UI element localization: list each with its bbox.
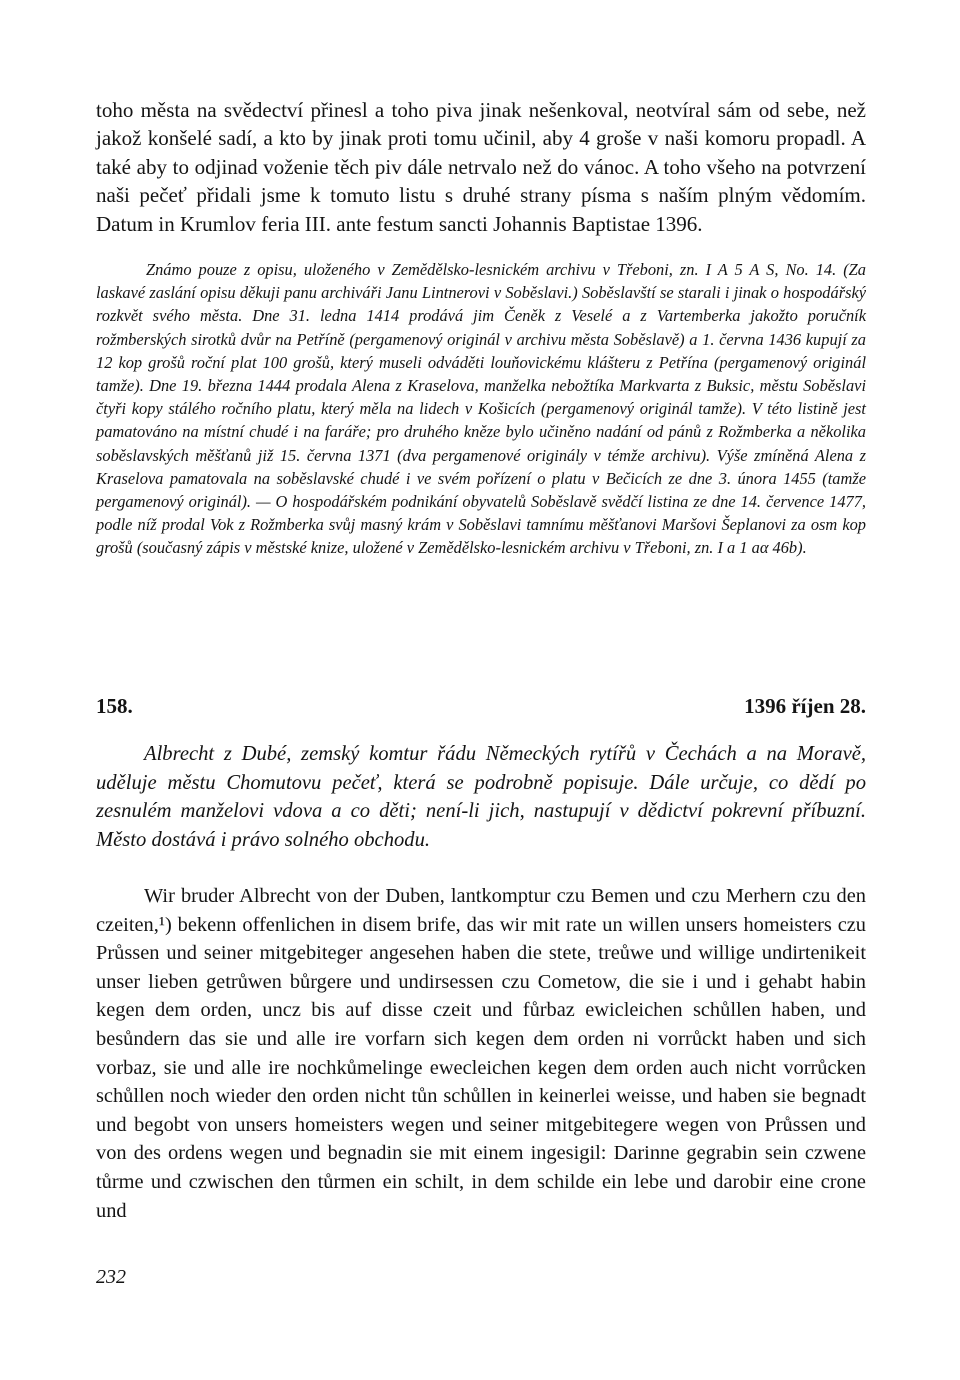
editorial-note: Známo pouze z opisu, uloženého v Zemědělsko-lesnickém archivu v Třeboni, zn. I A 5 A S, No. 14. (Za laskavé zaslání opisu děkuji panu archiváři Janu Lintnerovi v Soběslavi.) Soběslavští se starali i jinak o hospodářský rozkvět svého města. Dne 31. ledna 1414 prodává jim Čeněk z Veselé a z Vartemberka jakožto poručník rožmberských sirotků dvůr na Petříně (pergamenový originál v archivu města Soběslavě) a 1. června 1436 kupují za 12 kop grošů roční plat 100 grošů, který museli odváděti louňovickému klášteru z Petřína (pergamenový originál tamže). Dne 19. března 1444 prodala Alena z Kraselova, manželka nebožtíka Markvarta z Buksic, městu Soběslavi čtyři kopy stálého ročního platu, který měla na lidech v Košicích (pergamenový originál tamže). V této listině jest pamatováno na místní chudé i na faráře; pro druhého kněze bylo učiněno nadání od pánů z Rožmberka a několika soběslavských měšťanů již 15. června 1371 (dva pergamenové originály v témže archivu). Výše zmíněná Alena z Kraselova pamatovala na soběslavské chudé i ve svém pořízení o platu v Bečicích ze dne 3. února 1455 (tamže pergamenový originál). — O hospodářském podnikání obyvatelů Soběslavě svědčí listina ze dne 14. července 1477, podle níž prodal Vok z Rožmberka svůj masný krám v Soběslavi tamnímu měšťanovi Maršovi Šeplanovi za osm kop grošů (současný zápis v městské knize, uložené v Zemědělsko-lesnickém archivu v Třeboni, zn. I a 1 aα 46b).	[96, 260, 866, 558]
document-page	[96, 96, 866, 1288]
continued-charter-text: toho města na svědectví přinesl a toho piva jinak nešenkoval, neotvíral sám od sebe, než jakož konšelé sadí, a kto by jinak proti tomu učinil, aby 4 groše v naši komoru propadl. A také aby to odjinad voženie těch piv dále netrvalo než do vánoc. A toho všeho na potvrzení naši pečeť přidali jsme k tomuto listu s druhé strany písma s naším plným vědomím. Datum in Krumlov feria III. ante festum sancti Johannis Baptistae 1396.	[96, 98, 866, 236]
document-number: 158.	[96, 694, 133, 718]
page-number: 232	[96, 1266, 126, 1288]
document-header	[96, 694, 866, 724]
document-regest: Albrecht z Dubé, zemský komtur řádu Německých rytířů v Čechách a na Moravě, uděluje městu Chomutovu pečeť, která se podrobně popisuje. Dále určuje, co dědí po zesnulém manželovi vdova a co děti; není-li jich, nastupují v dědictví pokrevní příbuzní. Město dostává i právo solného obchodu.	[96, 743, 866, 851]
charter-text: Wir bruder Albrecht von der Duben, lantkomptur czu Bemen und czu Merhern czu den czeiten,¹) bekenn offenlichen in disem brife, das wir mit rate un willen unsers homeisters czu Průssen und seiner mitgebiteger angesehen haben die stete, treůwe und willige undirtenikeit unser lieben getrůwen bůrgere und undirsessen czu Cometow, die sie i und i gehabt habin kegen dem orden, uncz bis auf disse czeit und fůrbaz ewicleichen schůllen haben, und besůndern das sie und alle ire vorfarn sich kegen dem orden ni vorrůckt haben und sich vorbaz, sie und alle ire nochkůmelinge ewecleichen kegen dem orden auch nicht vorrůcken schůllen noch wieder den orden nicht tůn schůllen in keinerlei weisse, und haben sie begnadt und begobt von unsers homeisters wegen und seiner mitgebitegere wegen von Průssen und von des ordens wegen und begnadin sie mit einem ingesigil: Darinne gegrabin sein czwene tůrme und czwischen den tůrmen ein schilt, in dem schilde ein lebe und darobir eine crone und	[96, 885, 866, 1222]
document-date: 1396 říjen 28.	[744, 694, 866, 718]
